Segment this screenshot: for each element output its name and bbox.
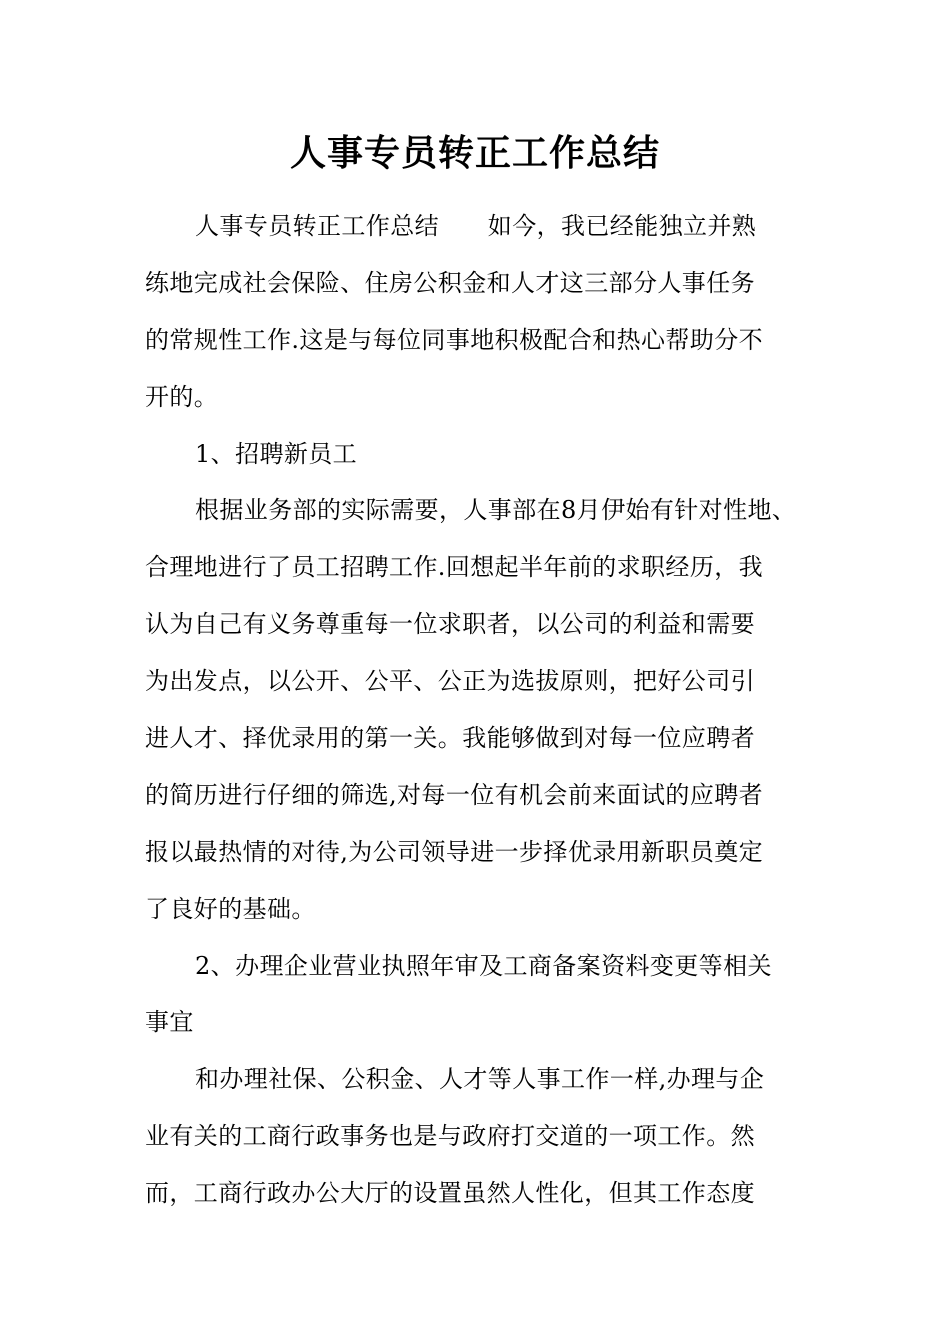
text-line: 为出发点，以公开、公平、公正为选拔原则，把好公司引 — [145, 667, 755, 696]
text-line: 的简历进行仔细的筛选,对每一位有机会前来面试的应聘者 — [145, 780, 764, 809]
text-line: 而，工商行政办公大厅的设置虽然人性化，但其工作态度 — [145, 1179, 755, 1208]
document-body — [145, 198, 810, 1222]
text-line: 事宜 — [145, 1008, 194, 1037]
text-line: 开的。 — [145, 382, 219, 411]
text-line: 2、办理企业营业执照年审及工商备案资料变更等相关 — [195, 951, 772, 980]
text-line: 业有关的工商行政事务也是与政府打交道的一项工作。然 — [145, 1122, 755, 1151]
text-line: 认为自己有义务尊重每一位求职者，以公司的利益和需要 — [145, 610, 755, 639]
text-line: 人事专员转正工作总结 如今，我已经能独立并熟 — [195, 212, 757, 240]
text-line: 报以最热情的对待,为公司领导进一步择优录用新职员奠定 — [145, 837, 764, 866]
text-line: 练地完成社会保险、住房公积金和人才这三部分人事任务 — [145, 268, 755, 297]
text-line: 1、招聘新员工 — [195, 439, 358, 468]
text-line: 进人才、择优录用的第一关。我能够做到对每一位应聘者 — [145, 724, 755, 753]
text-line: 合理地进行了员工招聘工作.回想起半年前的求职经历，我 — [145, 553, 764, 582]
text-line: 了良好的基础。 — [145, 894, 316, 923]
document-title: 人事专员转正工作总结 — [289, 132, 660, 174]
text-line: 的常规性工作.这是与每位同事地积极配合和热心帮助分不 — [145, 325, 764, 354]
text-line: 根据业务部的实际需要，人事部在8月伊始有针对性地、 — [195, 496, 797, 525]
text-line: 和办理社保、公积金、人才等人事工作一样,办理与企 — [195, 1065, 765, 1094]
